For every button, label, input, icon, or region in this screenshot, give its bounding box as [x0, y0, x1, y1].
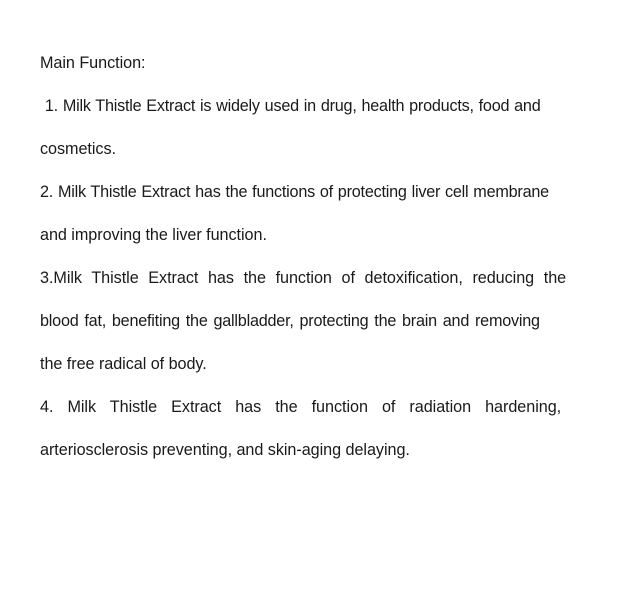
paragraph-2-line-1: 2. Milk Thistle Extract has the functions of protecting liver cell membrane [40, 183, 549, 201]
paragraph-3-line-2: blood fat, benefiting the gallbladder, protecting the brain and removing [40, 312, 540, 330]
paragraph-4-line-1: 4. Milk Thistle Extract has the function of radiation hardening, [40, 398, 562, 416]
paragraph-1-line-2: cosmetics. [40, 140, 116, 158]
paragraph-2-line-2: and improving the liver function. [40, 226, 267, 244]
paragraph-1-line-1: 1. Milk Thistle Extract is widely used in drug, health products, food and [40, 97, 541, 115]
paragraph-3-line-1: 3.Milk Thistle Extract has the function of detoxification, reducing the [40, 269, 567, 287]
document-body [40, 42, 602, 472]
section-heading-main-function: Main Function: [40, 54, 146, 72]
paragraph-4-line-2: arteriosclerosis preventing, and skin-aging delaying. [40, 441, 410, 459]
paragraph-3-line-3: the free radical of body. [40, 355, 207, 373]
